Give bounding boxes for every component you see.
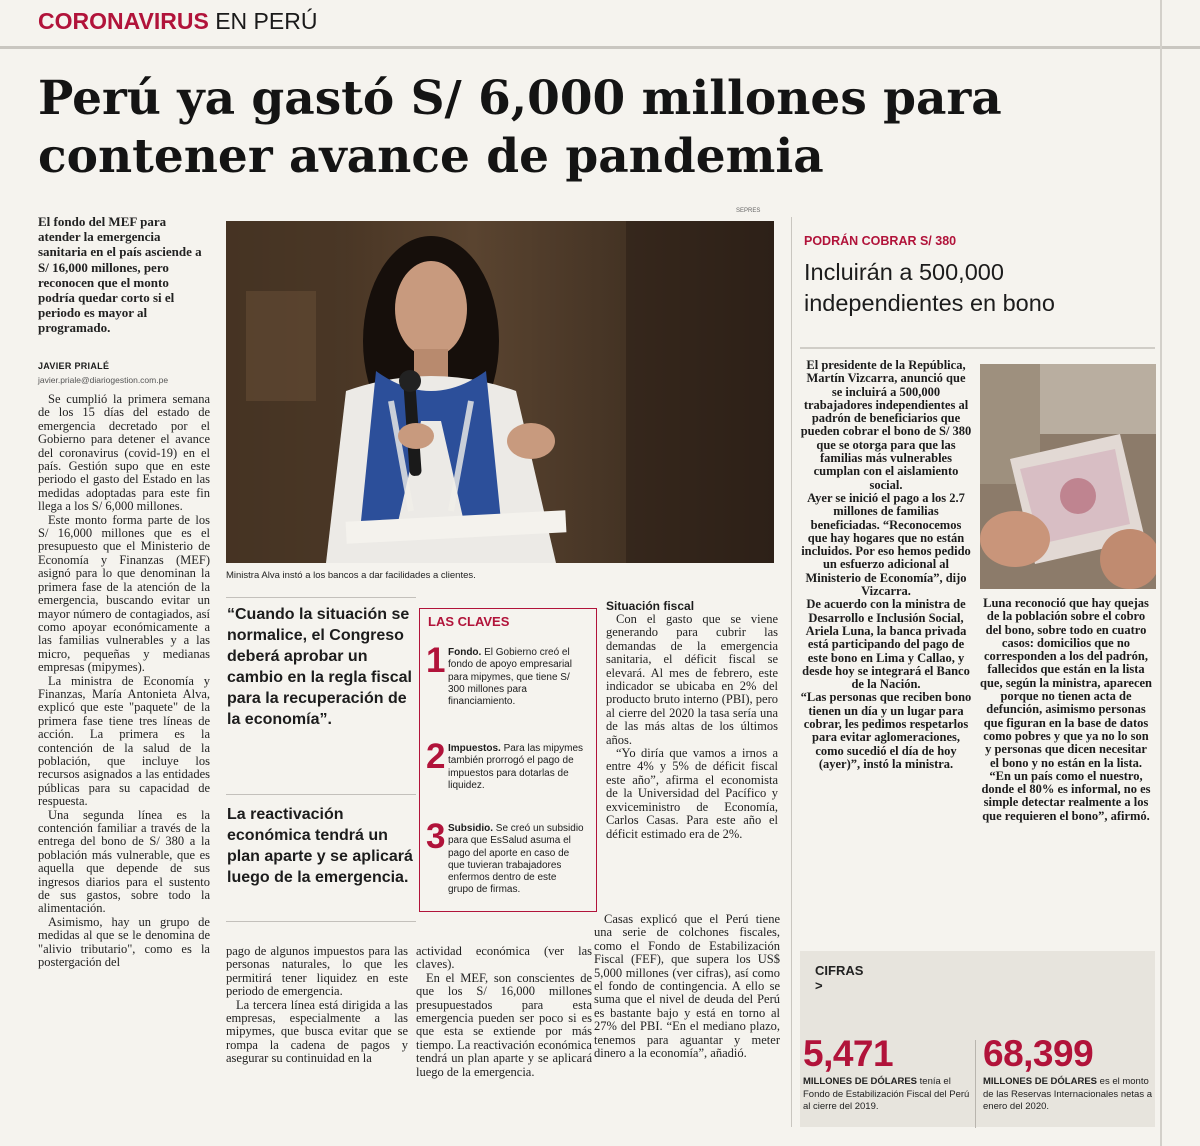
article-column-fiscal (606, 613, 778, 913)
banknotes-photo (980, 364, 1156, 589)
sidebar-column-b (980, 597, 1152, 937)
lead-paragraph: El fondo del MEF para atender la emergencia sanitaria en el país asciende a S/ 16,000 millones, pero reconocen que el monto podría quedar corto si el periodo es mayor al programado. (38, 214, 202, 336)
body-paragraph: Asimismo, hay un grupo de medidas al que se le denomina de "alivio tributario", como es la postergación del (38, 914, 210, 970)
clave-number: 1 (426, 641, 446, 680)
chevron-right-icon: > (815, 978, 823, 993)
sidebar-kicker: PODRÁN COBRAR S/ 380 (804, 234, 957, 248)
body-paragraph: pago de algunos impuestos para las personas naturales, lo que les permitirá tener liquidez en este periodo de emergencia. (226, 945, 408, 999)
clave-text: El Gobierno creó el fondo de apoyo empresarial para mipymes, que tiene S/ 300 millones para financiamiento. (448, 647, 572, 708)
figure-text: es el monto de las Reservas Internacionales netas a enero del 2020. (983, 1076, 1152, 1112)
top-rule (0, 46, 1200, 49)
sidebar-divider (791, 217, 792, 1127)
body-paragraph: Este monto forma parte de los S/ 16,000 millones que es el presupuesto que el Ministerio de Economía y Finanzas (MEF) asignó para lo que denominan la primera fase de la atención de la emergencia, buscando evitar un mayor número de contagiados, así como apoyar económicamente a las familias vulnerables y a las micro, pequeñas y medianas empresas (mipymes). (38, 512, 210, 675)
sidebar-headline: Incluirán a 500,000 independientes en bono (804, 259, 1055, 316)
article-column-3 (416, 945, 592, 1125)
body-paragraph: La ministra de Economía y Finanzas, María Antonieta Alva, explicó que este "paquete" de la primera fase tiene tres líneas de acción. La primera es la contención de la salud de la población, que incluye los recursos asignados a las entidades públicas para su capacidad de respuesta. (38, 673, 210, 809)
article-column-1 (38, 393, 210, 1125)
cifras-label: CIFRAS (815, 963, 864, 978)
figure-value: 5,471 (803, 1033, 894, 1074)
clave-item (448, 743, 584, 792)
minister-photo-image (226, 221, 774, 563)
figure-text: tenía el Fondo de Estabilización Fiscal del Perú al cierre del 2019. (803, 1076, 970, 1112)
page-edge-rule (1160, 0, 1162, 1146)
clave-item (448, 823, 584, 897)
body-paragraph: Casas explicó que el Perú tiene una serie de colchones fiscales, como el Fondo de Estabilización Fiscal (FEF), que supera los US$ 5,000 millones (ver cifras), así como el fondo de contingencia. A ello se suma que el nivel de deuda del Perú es bastante bajo y está en torno al 27% del PBI. “En el mediano plazo, tenemos para aguantar y meter dinero a la economía”, añadió. (594, 913, 780, 1061)
body-paragraph: actividad económica (ver las claves). (416, 945, 592, 972)
figure-unit: MILLONES DE DÓLARES (983, 1076, 1098, 1087)
body-paragraph: Se cumplió la primera semana de los 15 días del estado de emergencia decretado por el Gobierno para detener el avance del coronavirus (covid-19) en el país. Gestión supo que en este periodo el gasto del Estado en las medidas adoptadas para este fin llega a los S/ 6,000 millones. (38, 393, 210, 514)
pull-quote: “Cuando la situación se normalice, el Congreso deberá aprobar un cambio en la regla fiscal para la recuperación de la economía”. (227, 606, 412, 728)
byline-author: JAVIER PRIALÉ (38, 361, 110, 371)
byline-email: javier.priale@diariogestion.com.pe (38, 375, 169, 385)
body-paragraph: “Yo diría que vamos a irnos a entre 4% y 5% de déficit fiscal este año”, afirma el economista de la Universidad del Pacífico y exviceministro de Economía, Carlos Casas. Para este año el déficit estimado era de 2%. (606, 746, 778, 841)
clave-text: Se creó un subsidio para que EsSalud asuma el pago del aporte en caso de que tuvieran trabajadores enfermos dentro de este grupo de firmas. (448, 823, 584, 896)
figure-description (983, 1076, 1153, 1114)
body-paragraph: De acuerdo con la ministra de Desarrollo e Inclusión Social, Ariela Luna, la banca privada está participando del pago de este bono en Lima y Callao, y desde hoy se integrará el Banco de la Nación. (802, 597, 970, 692)
body-paragraph: Ayer se inició el pago a los 2.7 millones de familias beneficiadas. “Reconocemos que hay hogares que no están incluidos. Por eso hemos pedido un esfuerzo adicional al Ministerio de Economía”, dijo Vizcarra. (801, 490, 971, 599)
body-paragraph: En el MEF, son conscientes de que los S/ 16,000 millones presupuestados para esta emergencia pueden ser poco si es que esta se extiende por más tiempo. La reactivación económica tendrá un plan aparte y se aplicará luego de la emergencia. (416, 970, 592, 1079)
highlight-statement: La reactivación económica tendrá un plan aparte y se aplicará luego de la emergencia. (227, 806, 413, 886)
section-banner (38, 8, 317, 35)
minister-photo (226, 221, 774, 563)
clave-text: Para las mipymes también prorrogó el pago de impuestos para dotarlas de liquidez. (448, 743, 584, 791)
article-column-4 (594, 913, 780, 1125)
sidebar-column-a (800, 359, 972, 929)
photo-credit: SEPRES (736, 208, 761, 214)
clave-label: Subsidio. (448, 823, 493, 834)
clave-label: Impuestos. (448, 743, 501, 754)
claves-title: LAS CLAVES (428, 614, 510, 629)
body-paragraph: Con el gasto que se viene generando para cubrir las demandas de la emergencia sanitaria, el déficit fiscal se elevará. Al mes de febrero, este indicador se ubicaba en 2% del producto bruto interno (PBI), pero al cierre del 2020 la tasa sería una de las más altas de los últimos años. (606, 613, 778, 747)
section-primary: CORONAVIRUS (38, 8, 209, 34)
body-paragraph: Luna reconoció que hay quejas de la población sobre el cobro del bono, sobre todo en cuatro casos: domicilios que no corresponden a los del padrón, fallecidos que están en la lista que, según la ministra, aparecen porque no tienen acta de defunción, asimismo personas que figuran en la base de datos como pobres y que ya no lo son y personas que dicen necesitar el bono y no están en la lista. (980, 597, 1152, 770)
clave-number: 3 (426, 817, 446, 856)
subhead-fiscal: Situación fiscal (606, 599, 695, 613)
article-column-2 (226, 945, 408, 1125)
headline: Perú ya gastó S/ 6,000 millones para contener avance de pandemia (38, 71, 1002, 184)
divider (975, 1040, 976, 1128)
photo-caption: Ministra Alva instó a los bancos a dar facilidades a clientes. (226, 570, 476, 581)
figure-value: 68,399 (983, 1033, 1094, 1074)
section-secondary: EN PERÚ (215, 8, 318, 34)
divider (800, 347, 1155, 349)
divider (226, 794, 416, 795)
clave-label: Fondo. (448, 647, 482, 658)
body-paragraph: “En un país como el nuestro, donde el 80% es informal, no es simple detectar realmente a los que requieren el bono”, afirmó. (981, 768, 1151, 823)
divider (226, 597, 416, 598)
divider (226, 921, 416, 922)
figure-unit: MILLONES DE DÓLARES (803, 1076, 918, 1087)
body-paragraph: “Las personas que reciben bono tienen un día y un lugar para cobrar, les pedimos respetarlos para evitar aglomeraciones, como sucedió el día de hoy (ayer)”, instó la ministra. (800, 690, 972, 771)
figure-description (803, 1076, 971, 1114)
body-paragraph: Una segunda línea es la contención familiar a través de la entrega del bono de S/ 380 a la población más vulnerable, que es aquella que depende de sus ingresos diarios para el sustento de sus gastos, sobre todo la alimentación. (38, 807, 210, 916)
clave-number: 2 (426, 737, 446, 776)
body-paragraph: El presidente de la República, Martín Vizcarra, anunció que se incluirá a 500,000 trabajadores independientes al padrón de beneficiarios que pueden cobrar el bono de S/ 380 que se otorga para que las familias más vulnerables cumplan con el aislamiento social. (800, 359, 972, 492)
clave-item (448, 647, 584, 708)
body-paragraph: La tercera línea está dirigida a las empresas, especialmente a las mipymes, que busca evitar que se rompa la cadena de pagos y asegurar su continuidad en la (226, 997, 408, 1066)
banknotes-photo-image (980, 364, 1156, 589)
